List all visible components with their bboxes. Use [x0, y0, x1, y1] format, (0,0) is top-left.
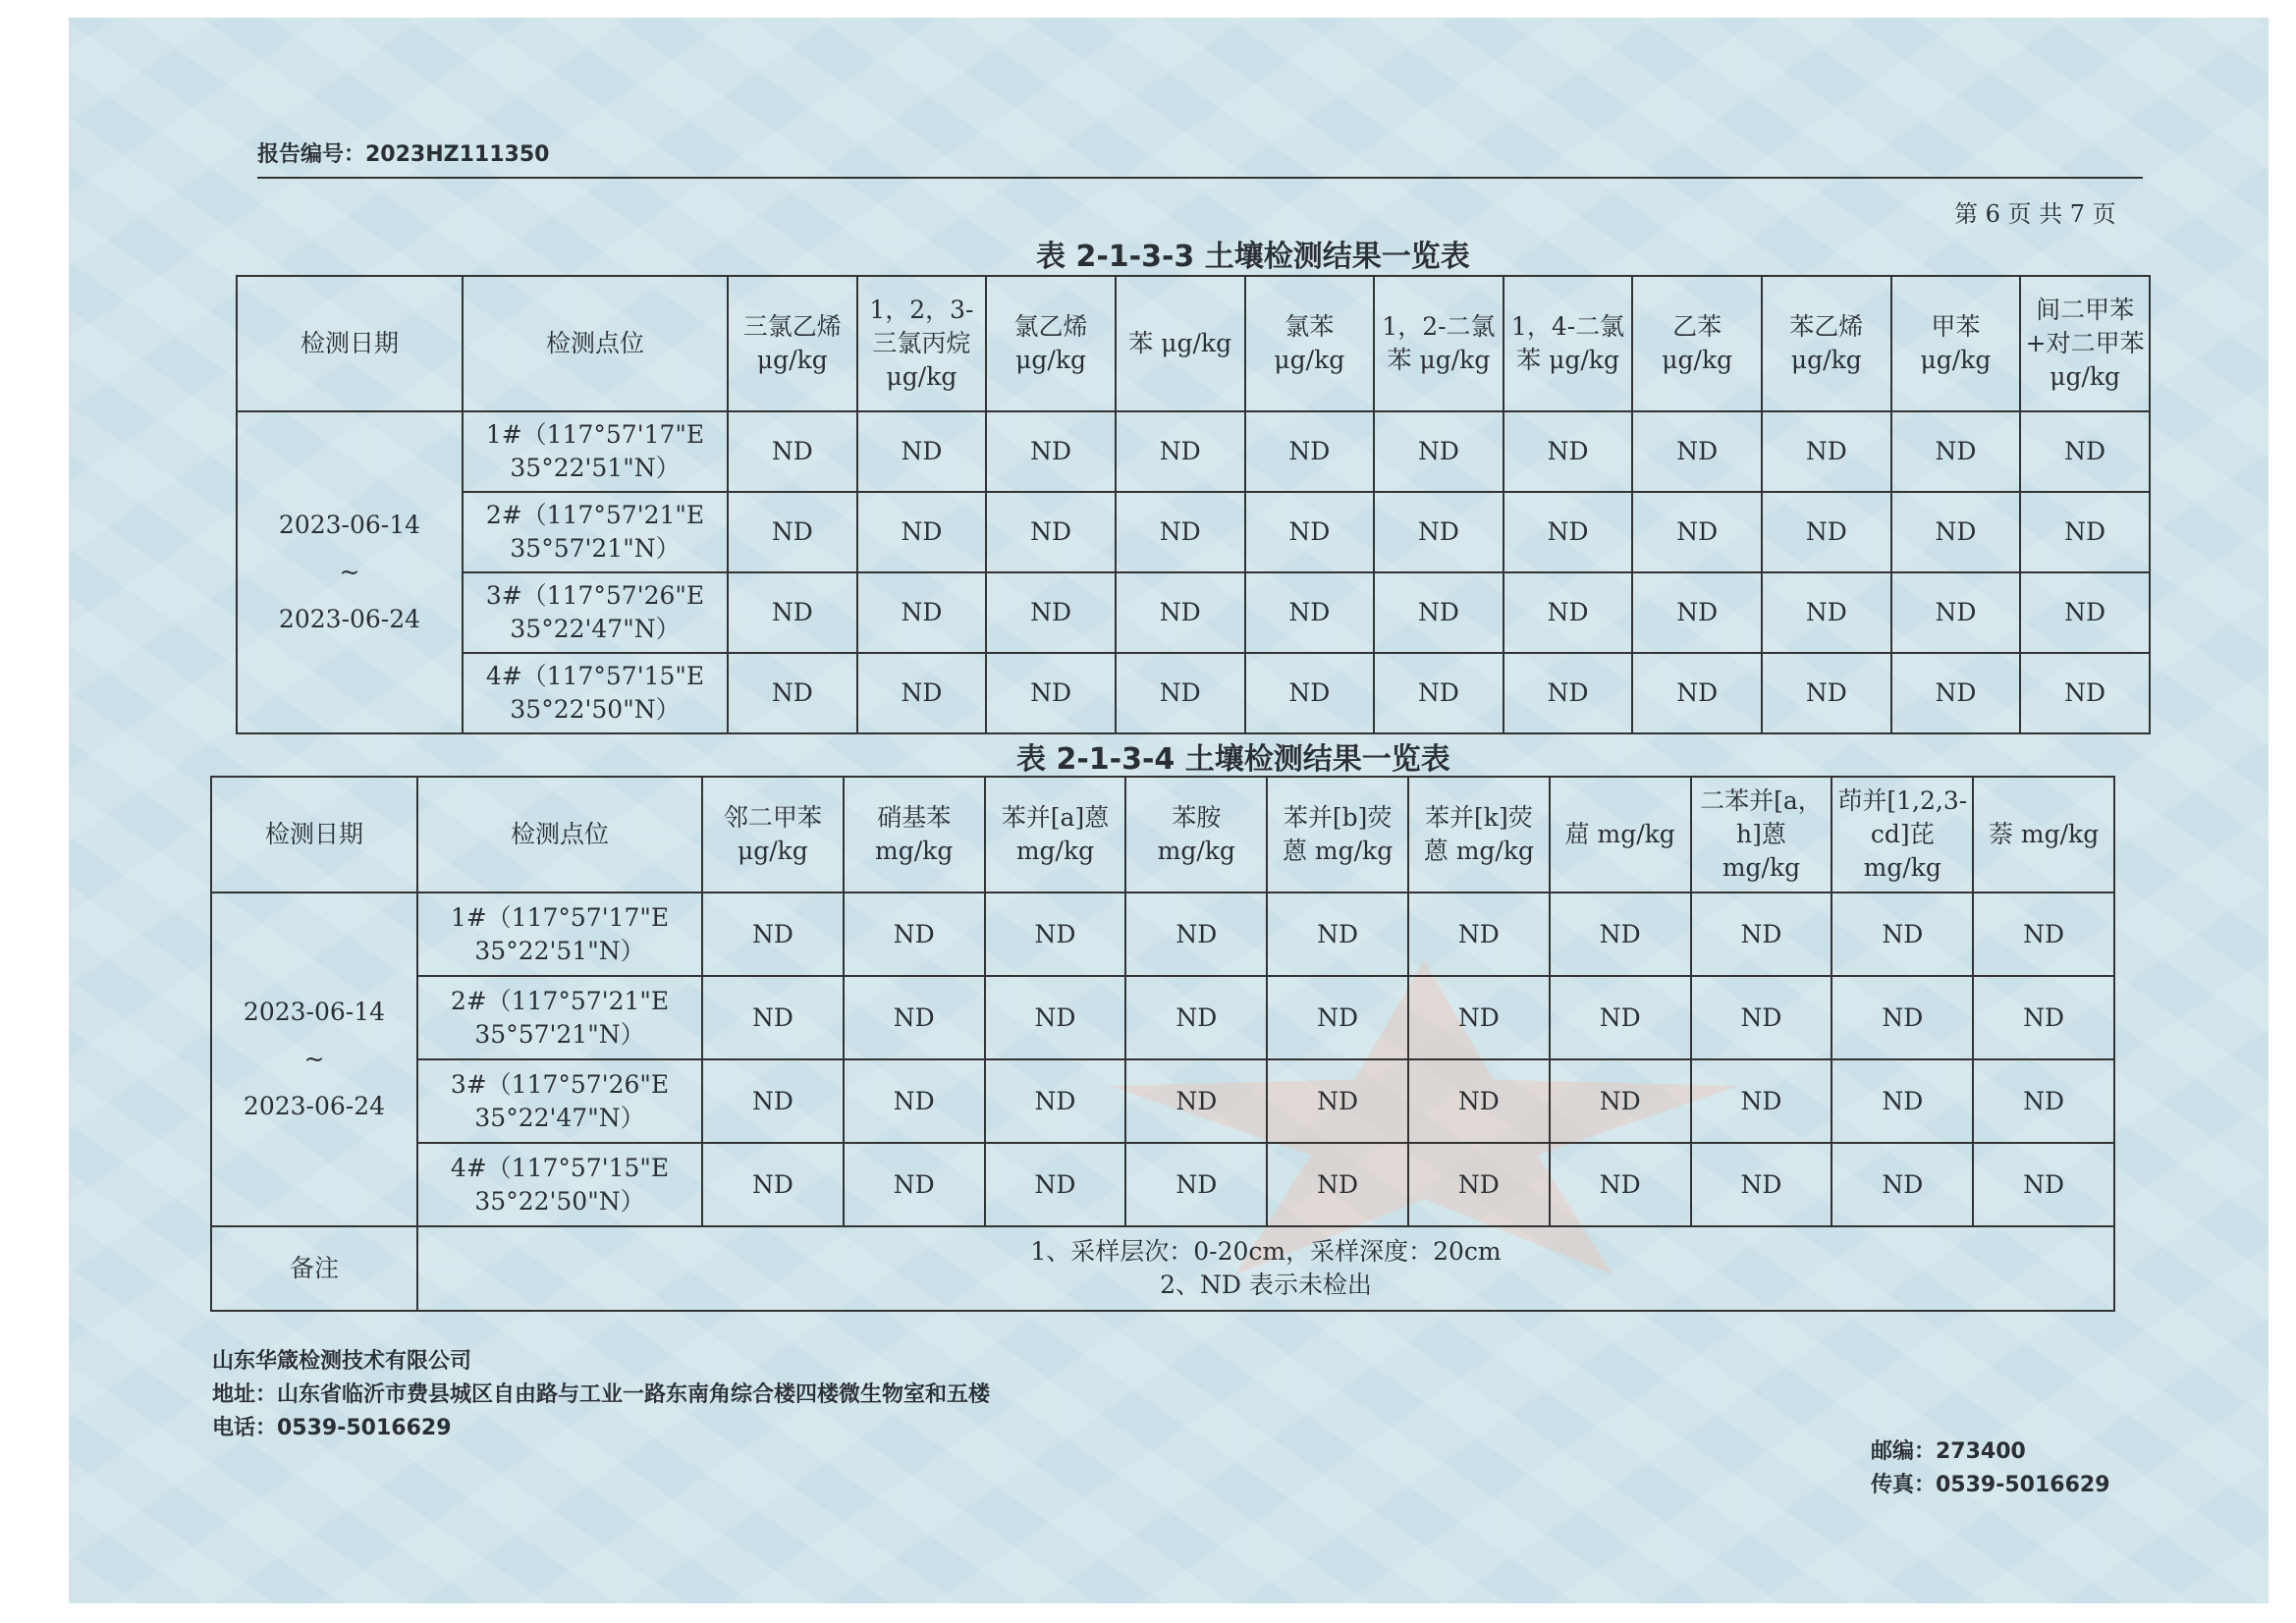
parameter-column-header: 苯乙烯 μg/kg	[1762, 276, 1891, 411]
result-value-cell: ND	[1691, 1059, 1832, 1143]
result-value-cell: ND	[1267, 1143, 1408, 1226]
date-range-line: 2023-06-24	[278, 605, 421, 633]
result-value-cell: ND	[1116, 411, 1245, 492]
company-phone: 电话：0539-5016629	[212, 1416, 452, 1440]
result-value-cell: ND	[1503, 653, 1633, 733]
result-value-cell: ND	[985, 893, 1126, 976]
date-range-line: ~	[303, 1045, 325, 1073]
result-value-cell: ND	[1691, 1143, 1832, 1226]
parameter-column-header: 䓛 mg/kg	[1550, 777, 1691, 893]
result-value-cell: ND	[702, 893, 844, 976]
remark-line: 2、ND 表示未检出	[1160, 1271, 1372, 1299]
parameter-column-header: 苯并[a]蒽 mg/kg	[985, 777, 1126, 893]
parameter-column-header: 1，2-二氯苯 μg/kg	[1374, 276, 1503, 411]
result-value-cell: ND	[1125, 1143, 1267, 1226]
result-value-cell: ND	[702, 976, 844, 1059]
result-value-cell: ND	[1408, 1143, 1550, 1226]
header-divider	[257, 177, 2143, 179]
parameter-column-header: 硝基苯 mg/kg	[844, 777, 985, 893]
soil-results-table-1	[236, 275, 2151, 734]
result-value-cell: ND	[702, 1143, 844, 1226]
result-value-cell: ND	[1267, 1059, 1408, 1143]
result-value-cell: ND	[1503, 492, 1633, 572]
result-value-cell: ND	[702, 1059, 844, 1143]
date-range-line: ~	[339, 558, 360, 586]
result-value-cell: ND	[1762, 653, 1891, 733]
result-value-cell: ND	[857, 572, 987, 653]
result-value-cell: ND	[844, 1059, 985, 1143]
result-value-cell: ND	[728, 492, 857, 572]
result-value-cell: ND	[857, 653, 987, 733]
table1-title: 表 2-1-3-3 土壤检测结果一览表	[1036, 240, 1470, 274]
result-value-cell: ND	[1125, 893, 1267, 976]
table-row	[237, 653, 2150, 733]
result-value-cell: ND	[1245, 492, 1375, 572]
result-value-cell: ND	[985, 1143, 1126, 1226]
result-value-cell: ND	[844, 893, 985, 976]
result-value-cell: ND	[1831, 1143, 1973, 1226]
result-value-cell: ND	[986, 572, 1116, 653]
result-value-cell: ND	[986, 411, 1116, 492]
parameter-column-header: 氯乙烯 μg/kg	[986, 276, 1116, 411]
result-value-cell: ND	[1116, 572, 1245, 653]
result-value-cell: ND	[1632, 572, 1762, 653]
table-row	[211, 1059, 2114, 1143]
parameter-column-header: 1，4-二氯苯 μg/kg	[1503, 276, 1633, 411]
soil-results-table-2	[210, 776, 2115, 1312]
result-value-cell: ND	[1762, 572, 1891, 653]
site-cell: 4#（117°57'15"E 35°22'50"N）	[463, 653, 728, 733]
result-value-cell: ND	[1374, 411, 1503, 492]
site-column-header: 检测点位	[417, 777, 702, 893]
result-value-cell: ND	[1374, 492, 1503, 572]
table-row	[211, 893, 2114, 976]
result-value-cell: ND	[1116, 653, 1245, 733]
parameter-column-header: 苯胺 mg/kg	[1125, 777, 1267, 893]
company-address: 地址：山东省临沂市费县城区自由路与工业一路东南角综合楼四楼微生物室和五楼	[212, 1382, 991, 1407]
header-row	[237, 276, 2150, 411]
parameter-column-header: 茚并[1,2,3-cd]芘 mg/kg	[1831, 777, 1973, 893]
fax: 传真：0539-5016629	[1871, 1473, 2110, 1497]
result-value-cell: ND	[1550, 1143, 1691, 1226]
result-value-cell: ND	[1267, 893, 1408, 976]
date-range-cell	[237, 411, 463, 733]
result-value-cell: ND	[728, 572, 857, 653]
result-value-cell: ND	[1762, 411, 1891, 492]
result-value-cell: ND	[1973, 893, 2114, 976]
parameter-column-header: 苯并[k]荧蒽 mg/kg	[1408, 777, 1550, 893]
result-value-cell: ND	[1408, 893, 1550, 976]
table2-title: 表 2-1-3-4 土壤检测结果一览表	[1016, 742, 1450, 777]
date-range-cell	[211, 893, 417, 1226]
site-cell: 4#（117°57'15"E 35°22'50"N）	[417, 1143, 702, 1226]
date-column-header: 检测日期	[211, 777, 417, 893]
site-cell: 1#（117°57'17"E 35°22'51"N）	[417, 893, 702, 976]
result-value-cell: ND	[1632, 653, 1762, 733]
date-range-line: 2023-06-14	[243, 998, 386, 1026]
result-value-cell: ND	[1550, 893, 1691, 976]
parameter-column-header: 苯 μg/kg	[1116, 276, 1245, 411]
result-value-cell: ND	[1550, 1059, 1691, 1143]
date-column-header: 检测日期	[237, 276, 463, 411]
result-value-cell: ND	[1267, 976, 1408, 1059]
site-cell: 2#（117°57'21"E 35°57'21"N）	[417, 976, 702, 1059]
result-value-cell: ND	[986, 492, 1116, 572]
result-value-cell: ND	[728, 411, 857, 492]
table-row	[237, 572, 2150, 653]
report-number: 报告编号：2023HZ111350	[257, 142, 550, 167]
result-value-cell: ND	[986, 653, 1116, 733]
result-value-cell: ND	[1891, 492, 2021, 572]
result-value-cell: ND	[1891, 411, 2021, 492]
table-row	[211, 976, 2114, 1059]
remarks-content	[417, 1226, 2114, 1311]
result-value-cell: ND	[1632, 492, 1762, 572]
result-value-cell: ND	[2020, 653, 2150, 733]
table-row	[237, 492, 2150, 572]
result-value-cell: ND	[1125, 976, 1267, 1059]
result-value-cell: ND	[1891, 653, 2021, 733]
result-value-cell: ND	[1891, 572, 2021, 653]
result-value-cell: ND	[1245, 572, 1375, 653]
parameter-column-header: 二苯并[a，h]蒽 mg/kg	[1691, 777, 1832, 893]
result-value-cell: ND	[1125, 1059, 1267, 1143]
result-value-cell: ND	[1691, 976, 1832, 1059]
result-value-cell: ND	[844, 1143, 985, 1226]
result-value-cell: ND	[1550, 976, 1691, 1059]
result-value-cell: ND	[1503, 572, 1633, 653]
date-range-line: 2023-06-24	[243, 1092, 386, 1120]
result-value-cell: ND	[844, 976, 985, 1059]
result-value-cell: ND	[1973, 1143, 2114, 1226]
result-value-cell: ND	[985, 1059, 1126, 1143]
result-value-cell: ND	[1503, 411, 1633, 492]
result-value-cell: ND	[1632, 411, 1762, 492]
site-cell: 3#（117°57'26"E 35°22'47"N）	[463, 572, 728, 653]
table-row	[237, 411, 2150, 492]
result-value-cell: ND	[1691, 893, 1832, 976]
parameter-column-header: 苯并[b]荧蒽 mg/kg	[1267, 777, 1408, 893]
header-row	[211, 777, 2114, 893]
postcode: 邮编：273400	[1871, 1439, 2026, 1464]
result-value-cell: ND	[1973, 1059, 2114, 1143]
parameter-column-header: 甲苯 μg/kg	[1891, 276, 2021, 411]
result-value-cell: ND	[2020, 492, 2150, 572]
result-value-cell: ND	[1116, 492, 1245, 572]
result-value-cell: ND	[1374, 572, 1503, 653]
result-value-cell: ND	[728, 653, 857, 733]
company-name: 山东华箴检测技术有限公司	[212, 1349, 472, 1374]
parameter-column-header: 萘 mg/kg	[1973, 777, 2114, 893]
result-value-cell: ND	[1408, 1059, 1550, 1143]
result-value-cell: ND	[2020, 411, 2150, 492]
result-value-cell: ND	[1831, 1059, 1973, 1143]
parameter-column-header: 氯苯 μg/kg	[1245, 276, 1375, 411]
date-range-line: 2023-06-14	[278, 511, 421, 539]
result-value-cell: ND	[1245, 653, 1375, 733]
parameter-column-header: 邻二甲苯 μg/kg	[702, 777, 844, 893]
result-value-cell: ND	[985, 976, 1126, 1059]
site-cell: 2#（117°57'21"E 35°57'21"N）	[463, 492, 728, 572]
result-value-cell: ND	[1374, 653, 1503, 733]
parameter-column-header: 乙苯 μg/kg	[1632, 276, 1762, 411]
result-value-cell: ND	[2020, 572, 2150, 653]
remarks-row	[211, 1226, 2114, 1311]
site-cell: 1#（117°57'17"E 35°22'51"N）	[463, 411, 728, 492]
site-column-header: 检测点位	[463, 276, 728, 411]
remark-line: 1、采样层次：0-20cm，采样深度：20cm	[1030, 1237, 1502, 1266]
parameter-column-header: 1，2，3-三氯丙烷 μg/kg	[857, 276, 987, 411]
footer-right	[1871, 1435, 2110, 1502]
result-value-cell: ND	[1762, 492, 1891, 572]
parameter-column-header: 三氯乙烯 μg/kg	[728, 276, 857, 411]
result-value-cell: ND	[1408, 976, 1550, 1059]
site-cell: 3#（117°57'26"E 35°22'47"N）	[417, 1059, 702, 1143]
remarks-label: 备注	[211, 1226, 417, 1311]
page-number: 第 6 页 共 7 页	[1954, 200, 2116, 228]
table-row	[211, 1143, 2114, 1226]
result-value-cell: ND	[1831, 976, 1973, 1059]
result-value-cell: ND	[1245, 411, 1375, 492]
result-value-cell: ND	[1973, 976, 2114, 1059]
result-value-cell: ND	[1831, 893, 1973, 976]
parameter-column-header: 间二甲苯+对二甲苯μg/kg	[2020, 276, 2150, 411]
result-value-cell: ND	[857, 492, 987, 572]
footer-left	[212, 1345, 990, 1445]
result-value-cell: ND	[857, 411, 987, 492]
